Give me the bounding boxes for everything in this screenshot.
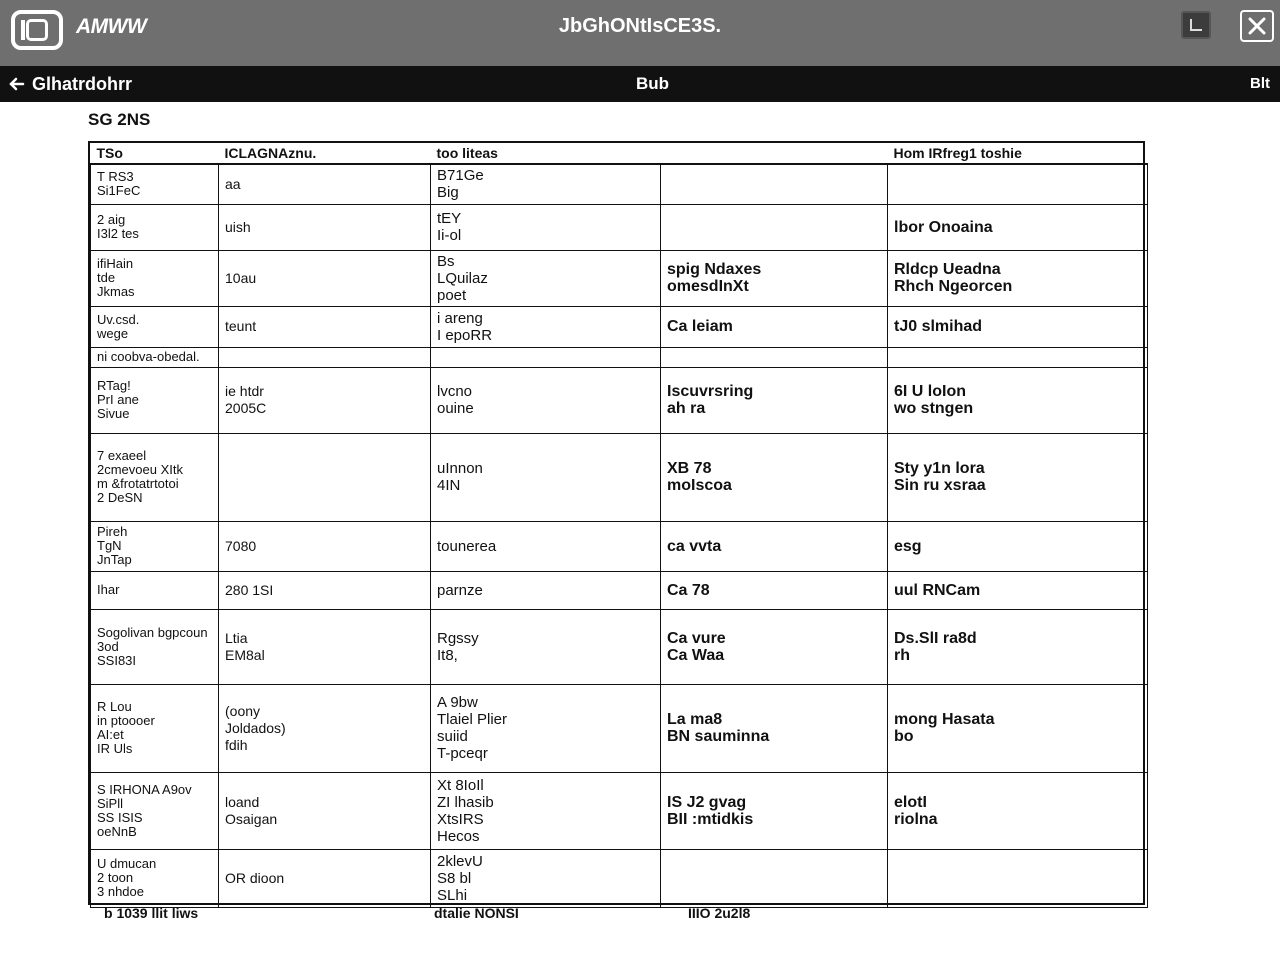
table-row[interactable] <box>91 204 1148 250</box>
table-cell[interactable]: uInnon 4IN <box>431 433 661 521</box>
table-cell[interactable]: Uv.csd. wege <box>91 306 219 347</box>
table-cell[interactable] <box>661 347 888 367</box>
column-header[interactable]: TSo <box>91 143 219 164</box>
table-cell[interactable]: S IRHONA A9ov SiPll SS ISIS oeNnB <box>91 772 219 849</box>
footer-left: b 1039 llit liws <box>104 905 199 921</box>
table-cell[interactable]: Ds.SlI ra8d rh <box>888 609 1148 684</box>
table-cell[interactable]: Ca vure Ca Waa <box>661 609 888 684</box>
table-cell[interactable]: Ca 78 <box>661 571 888 609</box>
table-cell[interactable]: 7080 <box>219 521 431 571</box>
table-cell[interactable]: IS J2 gvag BII :mtidkis <box>661 772 888 849</box>
table-cell[interactable]: ifiHain tde Jkmas <box>91 250 219 306</box>
table-cell[interactable]: tJ0 slmihad <box>888 306 1148 347</box>
table-cell[interactable]: 6I U loIon wo stngen <box>888 367 1148 433</box>
table-cell[interactable]: OR dioon <box>219 849 431 907</box>
table-cell[interactable]: A 9bw Tlaiel Plier suiid T-pceqr <box>431 684 661 772</box>
table-row[interactable] <box>91 164 1148 204</box>
table-cell[interactable]: 7 exaeel 2cmevoeu XItk m &frotatrtotoi 2 DeSN <box>91 433 219 521</box>
table-cell[interactable]: Sogolivan bgpcoun 3od SSI83I <box>91 609 219 684</box>
table-cell[interactable]: R Lou in ptoooer AI:et IR Uls <box>91 684 219 772</box>
back-arrow-icon[interactable] <box>9 75 27 93</box>
table-row[interactable] <box>91 306 1148 347</box>
table-cell[interactable]: T RS3 Si1FeC <box>91 164 219 204</box>
table-cell[interactable]: Sty y1n lora Sin ru xsraa <box>888 433 1148 521</box>
table-cell[interactable]: 10au <box>219 250 431 306</box>
table-cell[interactable]: Iscuvrsring ah ra <box>661 367 888 433</box>
table-cell[interactable]: Ca leiam <box>661 306 888 347</box>
table-cell[interactable]: Ihar <box>91 571 219 609</box>
table-row[interactable] <box>91 347 1148 367</box>
table-cell[interactable] <box>888 849 1148 907</box>
footer-right: IIIO 2u2l8 <box>688 905 751 921</box>
table-row[interactable] <box>91 772 1148 849</box>
table-cell[interactable] <box>888 347 1148 367</box>
table-cell[interactable]: U dmucan 2 toon 3 nhdoe <box>91 849 219 907</box>
table-cell[interactable]: i areng I epoRR <box>431 306 661 347</box>
toolbar <box>0 66 1280 102</box>
table-cell[interactable]: B71Ge Big <box>431 164 661 204</box>
table-cell[interactable]: loand Osaigan <box>219 772 431 849</box>
table-cell[interactable] <box>431 347 661 367</box>
table-cell[interactable]: Pireh TgN JnTap <box>91 521 219 571</box>
table-cell[interactable] <box>219 347 431 367</box>
table-cell[interactable]: 2klevU S8 bl SLhi <box>431 849 661 907</box>
table-cell[interactable]: tounerea <box>431 521 661 571</box>
column-header[interactable]: too liteas <box>431 143 661 164</box>
footer-middle: dtalie NONSI <box>434 905 519 921</box>
toolbar-right-label[interactable]: Blt <box>1250 75 1270 92</box>
table-row[interactable] <box>91 521 1148 571</box>
close-icon <box>1247 16 1267 36</box>
table-cell[interactable]: Bs LQuilaz poet <box>431 250 661 306</box>
table-cell[interactable]: teunt <box>219 306 431 347</box>
table-cell[interactable]: uish <box>219 204 431 250</box>
toolbar-center-label[interactable]: Bub <box>636 74 670 93</box>
table-cell[interactable]: Ltia EM8al <box>219 609 431 684</box>
table-cell[interactable]: aa <box>219 164 431 204</box>
app-name: AMWW <box>76 15 147 38</box>
table-cell[interactable]: tEY Ii-ol <box>431 204 661 250</box>
table-cell[interactable]: RTag! PrI ane Sivue <box>91 367 219 433</box>
grid <box>90 143 1148 908</box>
table-cell[interactable]: ie htdr 2005C <box>219 367 431 433</box>
table-row[interactable] <box>91 433 1148 521</box>
table-cell[interactable]: parnze <box>431 571 661 609</box>
title-bar <box>0 0 1280 66</box>
table-cell[interactable]: mong Hasata bo <box>888 684 1148 772</box>
table-row[interactable] <box>91 849 1148 907</box>
table-cell[interactable]: (oony Joldados) fdih <box>219 684 431 772</box>
table-row[interactable] <box>91 571 1148 609</box>
section-label: SG 2NS <box>88 110 151 129</box>
close-button[interactable] <box>1240 10 1274 42</box>
table-cell[interactable]: 280 1SI <box>219 571 431 609</box>
table-cell[interactable] <box>661 204 888 250</box>
column-header[interactable]: ICLAGNAznu. <box>219 143 431 164</box>
table-row[interactable] <box>91 250 1148 306</box>
table-body <box>91 164 1148 907</box>
table-cell[interactable]: XB 78 moIscoa <box>661 433 888 521</box>
column-header[interactable]: Hom IRfreg1 toshie <box>888 143 1148 164</box>
table-cell[interactable]: 2 aig I3l2 tes <box>91 204 219 250</box>
table-cell[interactable] <box>661 164 888 204</box>
table-row[interactable] <box>91 684 1148 772</box>
table-cell[interactable]: elotI riolna <box>888 772 1148 849</box>
table-cell[interactable]: ca vvta <box>661 521 888 571</box>
window-title: JbGhONtIsCE3S. <box>558 15 722 37</box>
table-row[interactable] <box>91 367 1148 433</box>
table-cell[interactable]: La ma8 BN sauminna <box>661 684 888 772</box>
data-table <box>88 141 1145 905</box>
table-cell[interactable]: Xt 8IoIl ZI lhasib XtsIRS Hecos <box>431 772 661 849</box>
table-cell[interactable] <box>219 433 431 521</box>
table-row[interactable] <box>91 609 1148 684</box>
table-cell[interactable]: lbor Onoaina <box>888 204 1148 250</box>
table-cell[interactable]: ni coobva-obedal. <box>91 347 219 367</box>
table-cell[interactable]: spig Ndaxes omesdInXt <box>661 250 888 306</box>
table-header-row <box>91 143 1148 164</box>
back-label[interactable]: Glhatrdohrr <box>32 74 133 94</box>
table-cell[interactable]: lvcno ouine <box>431 367 661 433</box>
window-action-icon[interactable] <box>1181 11 1211 39</box>
table-cell[interactable]: uul RNCam <box>888 571 1148 609</box>
table-cell[interactable] <box>888 164 1148 204</box>
column-header[interactable] <box>661 143 888 164</box>
table-cell[interactable]: esg <box>888 521 1148 571</box>
table-cell[interactable]: Rgssy It8, <box>431 609 661 684</box>
table-cell[interactable]: Rldcp Ueadna Rhch Ngeorcen <box>888 250 1148 306</box>
table-cell[interactable] <box>661 849 888 907</box>
